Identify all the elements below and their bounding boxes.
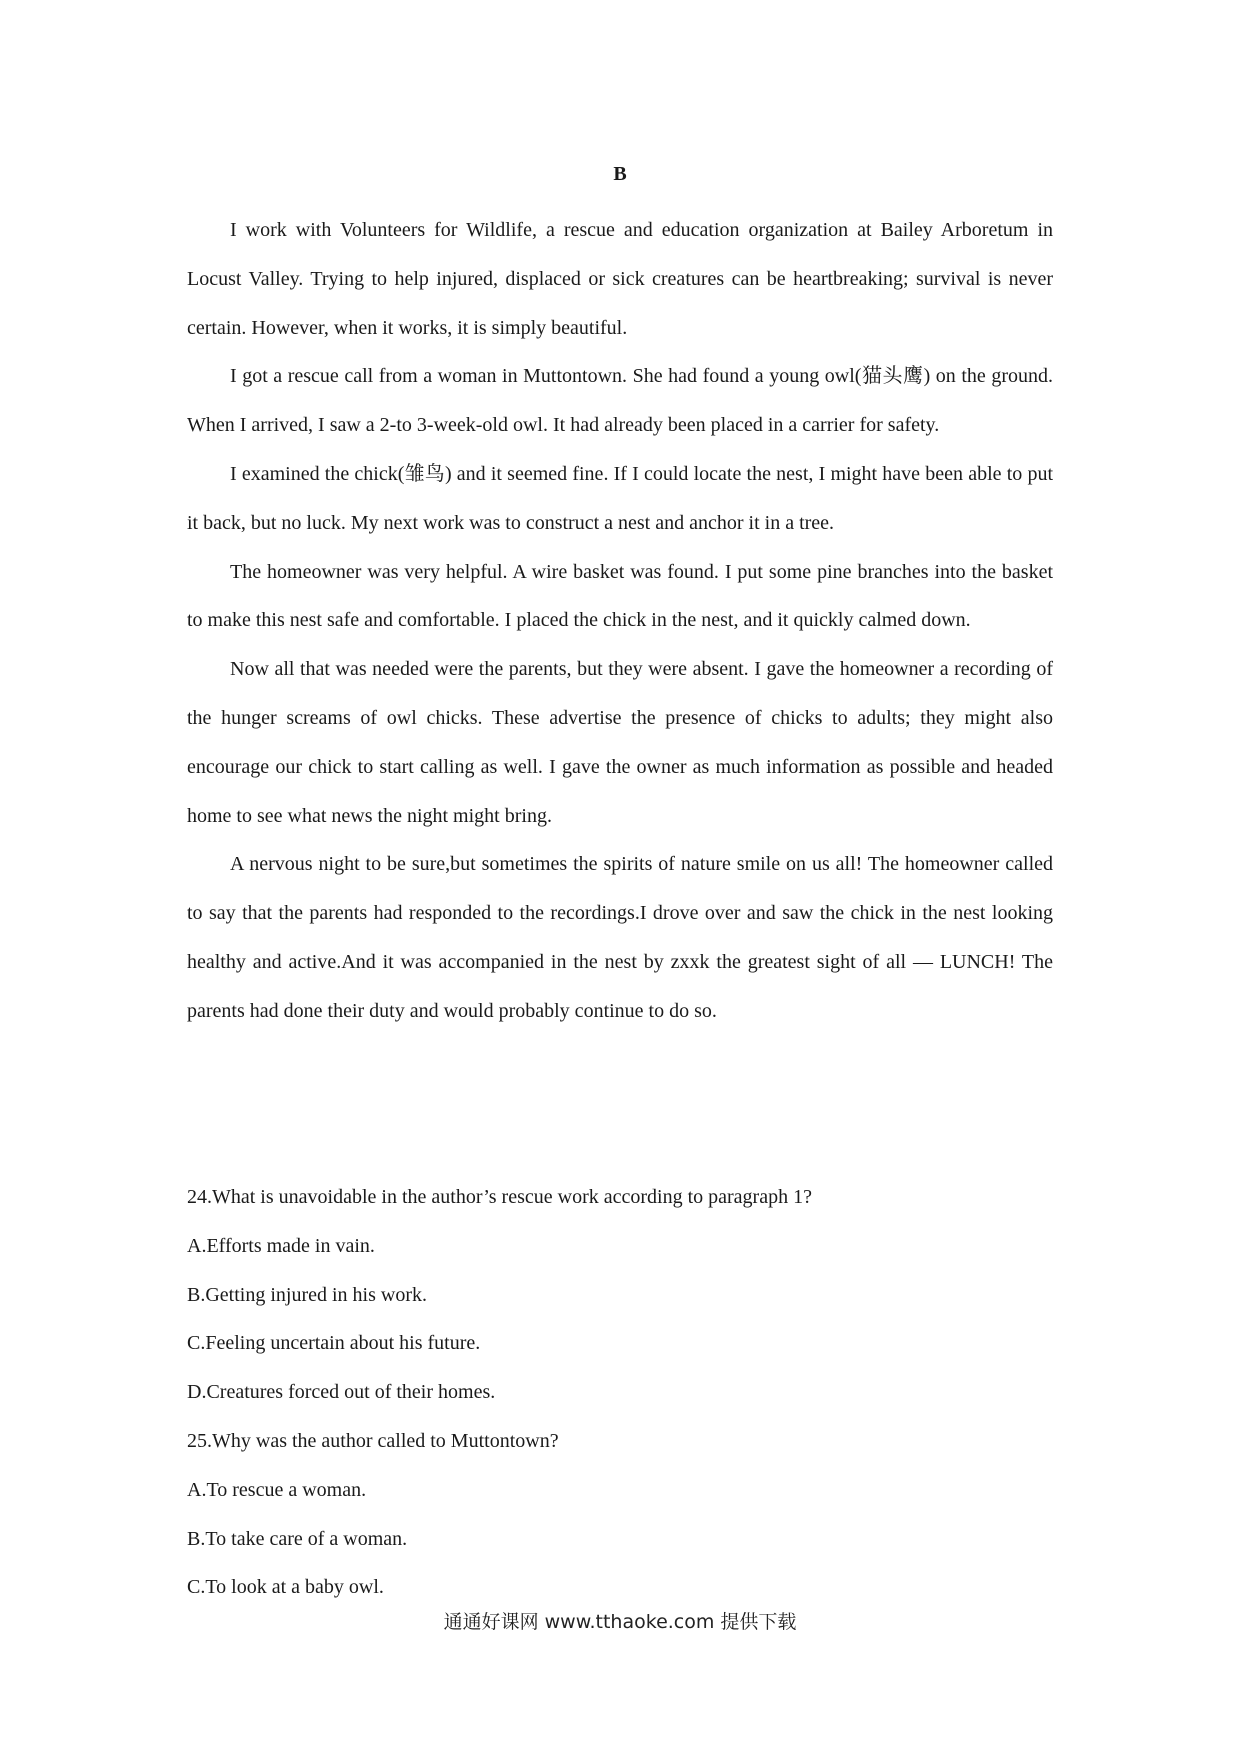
reading-passage [187,206,1053,1036]
passage-paragraph: I got a rescue call from a woman in Muttontown. She had found a young owl(猫头鹰) on the ground. When I arrived, I saw a 2-to 3-week-old owl. It had already been placed in a carrier for safety. [187,365,1053,437]
page-footer: 通通好课网 www.tthaoke.com 提供下载 [443,1611,797,1633]
answer-option: D.Creatures forced out of their homes. [187,1381,496,1404]
question-list [187,1173,1053,1612]
passage-paragraph: I examined the chick(雏鸟) and it seemed fine. If I could locate the nest, I might have been able to put it back, but no luck. My next work was to construct a nest and anchor it in a tree. [187,462,1053,534]
answer-option: A.Efforts made in vain. [187,1234,375,1257]
passage-paragraph: I work with Volunteers for Wildlife, a rescue and education organization at Bailey Arboretum in Locust Valley. Trying to help injured, displaced or sick creatures can be heartbreaking; survival is never certain. However, when it works, it is simply beautiful. [187,219,1053,339]
answer-option: A.To rescue a woman. [187,1478,367,1501]
answer-option: C.Feeling uncertain about his future. [187,1332,481,1355]
passage-paragraph: The homeowner was very helpful. A wire basket was found. I put some pine branches into the basket to make this nest safe and comfortable. I placed the chick in the nest, and it quickly calmed down. [187,560,1053,632]
question-25 [187,1417,1053,1612]
question-24 [187,1173,1053,1417]
passage-paragraph: Now all that was needed were the parents, but they were absent. I gave the homeowner a recording of the hunger screams of owl chicks. These advertise the presence of chicks to adults; they might also encourage our chick to start calling as well. I gave the owner as much information as possible and headed home to see what news the night might bring. [187,658,1053,827]
question-stem: 25.Why was the author called to Muttontown? [187,1429,559,1452]
answer-option: B.Getting injured in his work. [187,1283,427,1306]
answer-option: C.To look at a baby owl. [187,1576,384,1599]
answer-option: B.To take care of a woman. [187,1527,408,1550]
passage-paragraph: A nervous night to be sure,but sometimes the spirits of nature smile on us all! The homeowner called to say that the parents had responded to the recordings.I drove over and saw the chick in the nest looking healthy and active.And it was accompanied in the nest by zxxk the greatest sight of all — LUNCH! The parents had done their duty and would probably continue to do so. [187,853,1053,1022]
question-stem: 24.What is unavoidable in the author’s rescue work according to paragraph 1? [187,1186,812,1208]
section-heading: B [613,163,627,185]
